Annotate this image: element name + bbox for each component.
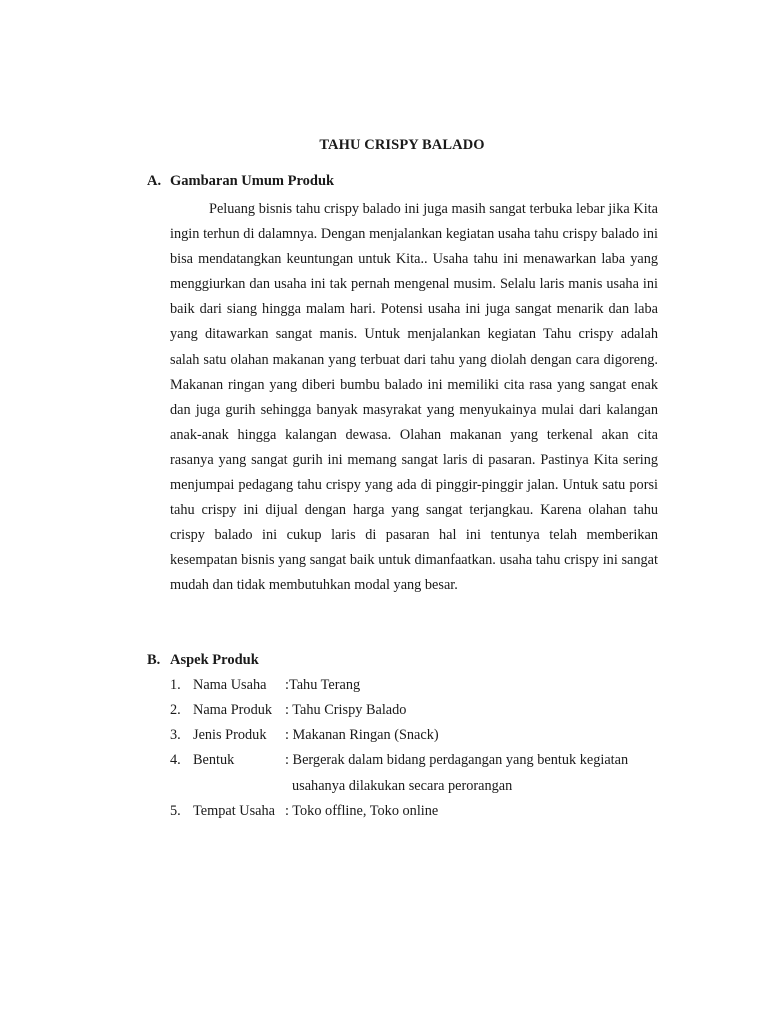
list-item-value: :Tahu Terang [285,677,361,693]
section-a-paragraph: Peluang bisnis tahu crispy balado ini juga masih sangat terbuka lebar jika Kita ingin terhun di dalamnya. Dengan menjalankan kegiatan usaha tahu crispy balado ini bisa mendatangkan keuntungan untuk Kita.. Usaha tahu ini menawarkan laba yang menggiurkan dan usaha ini tak pernah mengenal musim. Selalu laris manis usaha ini baik dari siang hingga malam hari. Potensi usaha ini juga sangat menarik dan laba yang ditawarkan sangat manis. Untuk menjalankan kegiatan Tahu crispy adalah salah satu olahan makanan yang terbuat dari tahu yang diolah dengan cara digoreng. Makanan ringan yang diberi bumbu balado ini memiliki cita rasa yang sangat enak dan juga gurih sehingga banyak masyrakat yang menyukainya mulai dari kalangan anak-anak hingga kalangan dewasa. Olahan makanan yang terkenal akan cita rasanya yang sangat gurih ini memang sangat laris di pasaran. Pastinya Kita sering menjumpai pedagang tahu crispy yang ada di pinggir-pinggir jalan. Untuk satu porsi tahu crispy ini dijual dengan harga yang sangat terjangkau. Karena olahan tahu crispy balado ini cukup laris di pasaran hal ini tentunya telah memberikan kesempatan bisnis yang sangat baik untuk dimanfaatkan. usaha tahu crispy ini sangat mudah dan tidak membutuhkan modal yang besar. [170,201,658,594]
list-item [170,727,266,744]
list-item-label: Nama Usaha [193,677,267,693]
list-item-number: 4. [170,752,181,768]
section-b-title: Aspek Produk [170,652,259,668]
list-item-label: Jenis Produk [193,727,267,743]
list-item-label: Nama Produk [193,702,273,718]
list-item-label: Tempat Usaha [193,803,275,819]
list-item-value: : Tahu Crispy Balado [285,702,407,718]
list-item [170,752,234,769]
list-item-value: : Makanan Ringan (Snack) [285,727,439,743]
document-title: TAHU CRISPY BALADO [319,137,485,153]
list-item-number: 2. [170,702,181,718]
section-a-title: Gambaran Umum Produk [170,173,335,189]
list-item-number: 1. [170,677,181,693]
list-item-value: : Toko offline, Toko online [285,803,439,819]
list-item-number: 5. [170,803,181,819]
list-item-label: Bentuk [193,752,235,768]
section-a-heading [147,173,334,190]
list-item-value-continuation: usahanya dilakukan secara perorangan [292,778,513,794]
list-item-value: : Bergerak dalam bidang perdagangan yang bentuk kegiatan [285,752,629,768]
list-item [170,702,272,719]
section-a-letter: A. [147,173,162,189]
list-item-number: 3. [170,727,181,743]
list-item [170,803,275,820]
section-b-letter: B. [147,652,161,668]
section-b-heading [147,652,259,669]
